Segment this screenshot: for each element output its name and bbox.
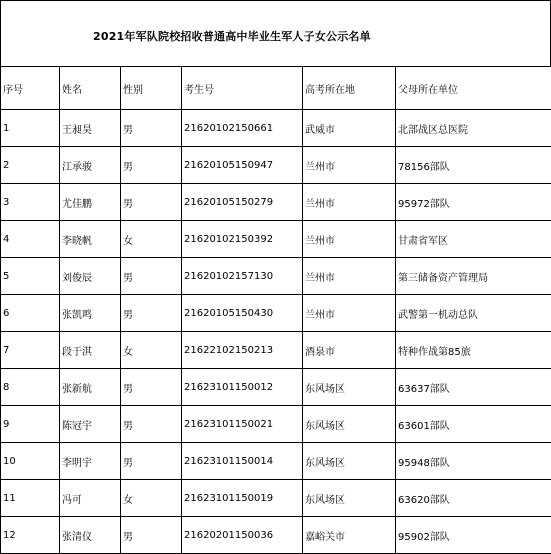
name-list-table [0,66,551,554]
cell-exam-id: 21623101150019 [182,480,303,517]
table-row [1,443,551,480]
cell-gender: 男 [121,258,182,295]
cell-index: 3 [1,184,60,221]
cell-parent-unit: 63620部队 [396,480,551,517]
cell-exam-location: 兰州市 [303,147,396,184]
cell-index: 5 [1,258,60,295]
cell-name: 李明宇 [60,443,121,480]
cell-index: 11 [1,480,60,517]
table-row [1,480,551,517]
cell-name: 江承骏 [60,147,121,184]
header-gender: 性别 [121,67,182,110]
cell-gender: 男 [121,369,182,406]
cell-parent-unit: 第三储备资产管理局 [396,258,551,295]
cell-exam-id: 21623101150014 [182,443,303,480]
cell-name: 张新航 [60,369,121,406]
cell-gender: 女 [121,221,182,258]
cell-index: 12 [1,517,60,554]
cell-exam-id: 21620105150279 [182,184,303,221]
table-row [1,258,551,295]
cell-parent-unit: 95972部队 [396,184,551,221]
cell-parent-unit: 特种作战第85旅 [396,332,551,369]
cell-gender: 女 [121,332,182,369]
cell-exam-id: 21620102157130 [182,258,303,295]
cell-gender: 男 [121,517,182,554]
cell-exam-id: 21622102150213 [182,332,303,369]
cell-index: 8 [1,369,60,406]
title-row [0,0,551,66]
cell-name: 冯可 [60,480,121,517]
cell-exam-location: 兰州市 [303,221,396,258]
cell-index: 7 [1,332,60,369]
table-row [1,517,551,554]
cell-name: 李晓帆 [60,221,121,258]
cell-gender: 男 [121,443,182,480]
cell-parent-unit: 63601部队 [396,406,551,443]
cell-exam-location: 东风场区 [303,480,396,517]
cell-index: 6 [1,295,60,332]
cell-gender: 男 [121,406,182,443]
table-row [1,184,551,221]
cell-exam-id: 21620201150036 [182,517,303,554]
header-name: 姓名 [60,67,121,110]
cell-parent-unit: 78156部队 [396,147,551,184]
cell-exam-location: 东风场区 [303,369,396,406]
header-row [1,67,551,110]
cell-parent-unit: 北部战区总医院 [396,110,551,147]
table-row [1,332,551,369]
cell-index: 4 [1,221,60,258]
cell-index: 2 [1,147,60,184]
cell-exam-location: 嘉峪关市 [303,517,396,554]
cell-parent-unit: 63637部队 [396,369,551,406]
header-exam-location: 高考所在地 [303,67,396,110]
header-parent-unit: 父母所在单位 [396,67,551,110]
cell-name: 段于淇 [60,332,121,369]
cell-index: 1 [1,110,60,147]
cell-name: 张凯鸣 [60,295,121,332]
cell-exam-location: 东风场区 [303,443,396,480]
cell-index: 9 [1,406,60,443]
cell-exam-id: 21620102150661 [182,110,303,147]
cell-exam-id: 21620102150392 [182,221,303,258]
cell-name: 刘俊辰 [60,258,121,295]
cell-exam-id: 21623101150012 [182,369,303,406]
cell-exam-id: 21620105150947 [182,147,303,184]
cell-gender: 男 [121,295,182,332]
cell-parent-unit: 甘肃省军区 [396,221,551,258]
cell-gender: 男 [121,147,182,184]
cell-gender: 男 [121,184,182,221]
cell-gender: 男 [121,110,182,147]
cell-exam-location: 酒泉市 [303,332,396,369]
cell-parent-unit: 95948部队 [396,443,551,480]
cell-name: 尤佳鹏 [60,184,121,221]
cell-exam-id: 21623101150021 [182,406,303,443]
cell-exam-location: 兰州市 [303,184,396,221]
table-row [1,221,551,258]
table-row [1,295,551,332]
cell-exam-location: 武威市 [303,110,396,147]
cell-parent-unit: 武警第一机动总队 [396,295,551,332]
header-index: 序号 [1,67,60,110]
cell-exam-location: 兰州市 [303,295,396,332]
cell-name: 王昶昊 [60,110,121,147]
table-row [1,147,551,184]
cell-name: 陈冠宇 [60,406,121,443]
document-title: 2021年军队院校招收普通高中毕业生军人子女公示名单 [93,28,371,44]
cell-index: 10 [1,443,60,480]
cell-parent-unit: 95902部队 [396,517,551,554]
cell-name: 张清仪 [60,517,121,554]
header-exam-id: 考生号 [182,67,303,110]
table-row [1,406,551,443]
cell-exam-id: 21620105150430 [182,295,303,332]
cell-exam-location: 东风场区 [303,406,396,443]
cell-exam-location: 兰州市 [303,258,396,295]
table-row [1,110,551,147]
cell-gender: 女 [121,480,182,517]
table-row [1,369,551,406]
